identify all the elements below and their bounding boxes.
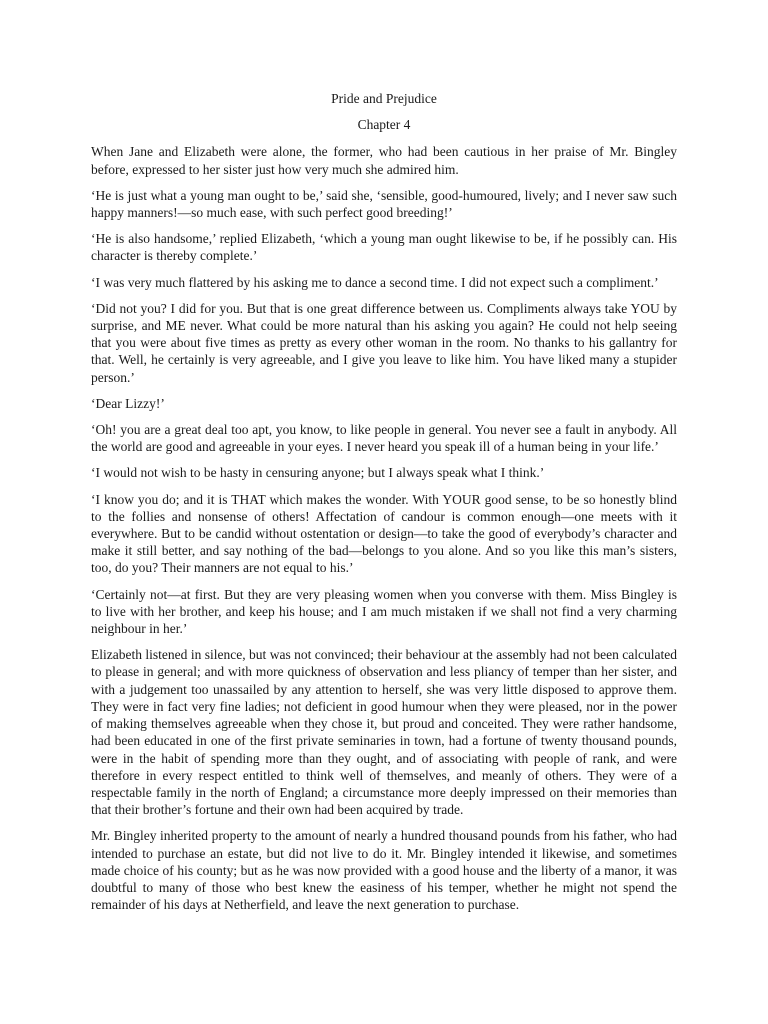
- paragraph: ‘Oh! you are a great deal too apt, you know, to like people in general. You never see a fault in anybody. All the world are good and agreeable in your eyes. I never heard you speak ill of a human being in your life.’: [91, 422, 677, 455]
- paragraph: ‘I was very much flattered by his asking me to dance a second time. I did not expect such a compliment.’: [91, 274, 659, 290]
- book-title: Pride and Prejudice: [331, 91, 437, 106]
- paragraph: Mr. Bingley inherited property to the amount of nearly a hundred thousand pounds from his father, who had intended to purchase an estate, but did not live to do it. Mr. Bingley intended it likewise, and sometimes made choice of his county; but as he was now provided with a good house and the liberty of a manor, it was doubtful to many of those who best knew the easiness of his temper, whether he might not spend the remainder of his days at Netherfield, and leave the next generation to purchase.: [91, 828, 677, 913]
- paragraph: When Jane and Elizabeth were alone, the former, who had been cautious in her praise of Mr. Bingley before, expressed to her sister just how very much she admired him.: [91, 144, 677, 177]
- paragraph: ‘Dear Lizzy!’: [91, 395, 165, 411]
- paragraph: Elizabeth listened in silence, but was not convinced; their behaviour at the assembly had not been calculated to please in general; and with more quickness of observation and less pliancy of temper than her sister, and with a judgement too unassailed by any attention to herself, she was very little disposed to approve them. They were in fact very fine ladies; not deficient in good humour when they were pleased, nor in the power of making themselves agreeable when they chose it, but proud and conceited. They were rather handsome, had been educated in one of the first private seminaries in town, had a fortune of twenty thousand pounds, were in the habit of spending more than they ought, and of associating with people of rank, and were therefore in every respect entitled to think well of themselves, and meanly of others. They were of a respectable family in the north of England; a circumstance more deeply impressed on their memories than that their brother’s fortune and their own had been acquired by trade.: [91, 647, 677, 818]
- chapter-heading: Chapter 4: [357, 117, 411, 133]
- paragraph: ‘I would not wish to be hasty in censuring anyone; but I always speak what I think.’: [91, 465, 545, 481]
- document-page: [91, 90, 677, 922]
- paragraph: ‘Certainly not—at first. But they are very pleasing women when you converse with them. Miss Bingley is to live with her brother, and keep his house; and I am much mistaken if we shall not find a very charming neighbour in her.’: [91, 586, 677, 637]
- paragraph: ‘He is also handsome,’ replied Elizabeth, ‘which a young man ought likewise to be, if he possibly can. His character is thereby complete.’: [91, 231, 677, 264]
- paragraph: ‘Did not you? I did for you. But that is one great difference between us. Compliments always take YOU by surprise, and ME never. What could be more natural than his asking you again? He could not help seeing that you were about five times as pretty as every other woman in the room. No thanks to his gallantry for that. Well, he certainly is very agreeable, and I give you leave to like him. You have liked many a stupider person.’: [91, 300, 677, 385]
- paragraph: ‘I know you do; and it is THAT which makes the wonder. With YOUR good sense, to be so honestly blind to the follies and nonsense of others! Affectation of candour is common enough—one meets with it everywhere. But to be candid without ostentation or design—to take the good of everybody’s character and make it still better, and say nothing of the bad—belongs to you alone. And so you like this man’s sisters, too, do you? Their manners are not equal to his.’: [91, 491, 677, 576]
- paragraph: ‘He is just what a young man ought to be,’ said she, ‘sensible, good-humoured, lively; and I never saw such happy manners!—so much ease, with such perfect good breeding!’: [91, 187, 677, 221]
